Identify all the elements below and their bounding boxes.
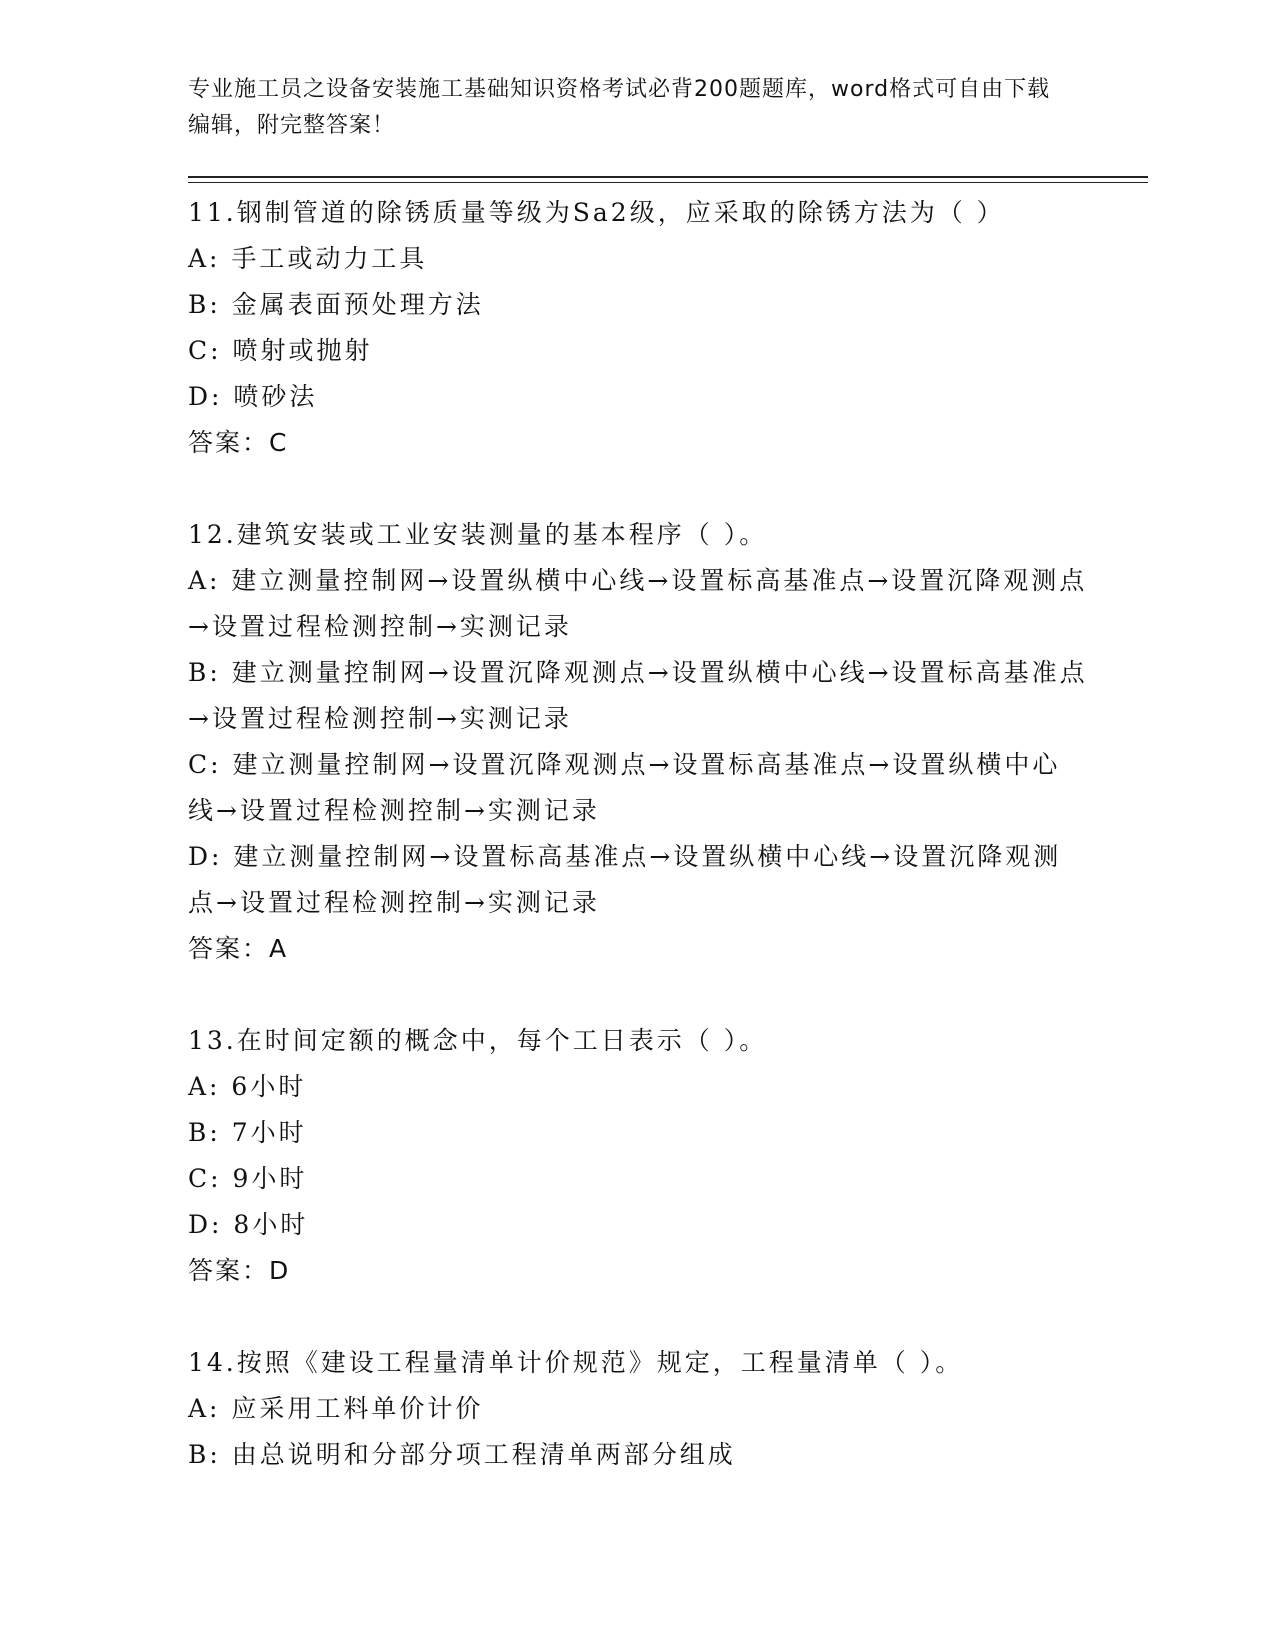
- option-b: B: 金属表面预处理方法: [188, 290, 484, 319]
- question-14: [188, 1340, 1088, 1478]
- question-stem: 13.在时间定额的概念中，每个工日表示（ ）。: [188, 1026, 768, 1055]
- question-stem: 11.钢制管道的除锈质量等级为Sa2级，应采取的除锈方法为（ ）: [188, 198, 1005, 227]
- option-a: A: 6小时: [188, 1072, 307, 1101]
- question-13: [188, 1018, 1088, 1294]
- option-c: C: 9小时: [188, 1164, 308, 1193]
- question-11: [188, 190, 1088, 466]
- answer-text: 答案：A: [188, 934, 289, 963]
- question-12: [188, 512, 1088, 972]
- option-d: D: 喷砂法: [188, 382, 318, 411]
- option-a: A: 手工或动力工具: [188, 244, 428, 273]
- header-rule-thick: [188, 176, 1148, 178]
- option-c: C: 建立测量控制网→设置沉降观测点→设置标高基准点→设置纵横中心线→设置过程检测控制→实测记录: [188, 750, 1061, 825]
- option-b: B: 7小时: [188, 1118, 307, 1147]
- question-stem: 12.建筑安装或工业安装测量的基本程序（ ）。: [188, 520, 768, 549]
- option-d: D: 8小时: [188, 1210, 309, 1239]
- document-title: 专业施工员之设备安装施工基础知识资格考试必背200题题库，word格式可自由下载编辑，附完整答案！: [188, 77, 1051, 138]
- option-d: D: 建立测量控制网→设置标高基准点→设置纵横中心线→设置沉降观测点→设置过程检测控制→实测记录: [188, 842, 1062, 917]
- option-b: B: 建立测量控制网→设置沉降观测点→设置纵横中心线→设置标高基准点→设置过程检测控制→实测记录: [188, 658, 1088, 733]
- option-a: A: 应采用工料单价计价: [188, 1394, 484, 1423]
- question-stem: 14.按照《建设工程量清单计价规范》规定，工程量清单（ ）。: [188, 1348, 964, 1377]
- answer-text: 答案：D: [188, 1256, 291, 1285]
- header-rule-thin: [188, 182, 1148, 183]
- option-c: C: 喷射或抛射: [188, 336, 373, 365]
- option-a: A: 建立测量控制网→设置纵横中心线→设置标高基准点→设置沉降观测点→设置过程检测控制→实测记录: [188, 566, 1088, 641]
- question-list: [188, 190, 1088, 1524]
- answer-text: 答案：C: [188, 428, 289, 457]
- option-b: B: 由总说明和分部分项工程清单两部分组成: [188, 1440, 736, 1469]
